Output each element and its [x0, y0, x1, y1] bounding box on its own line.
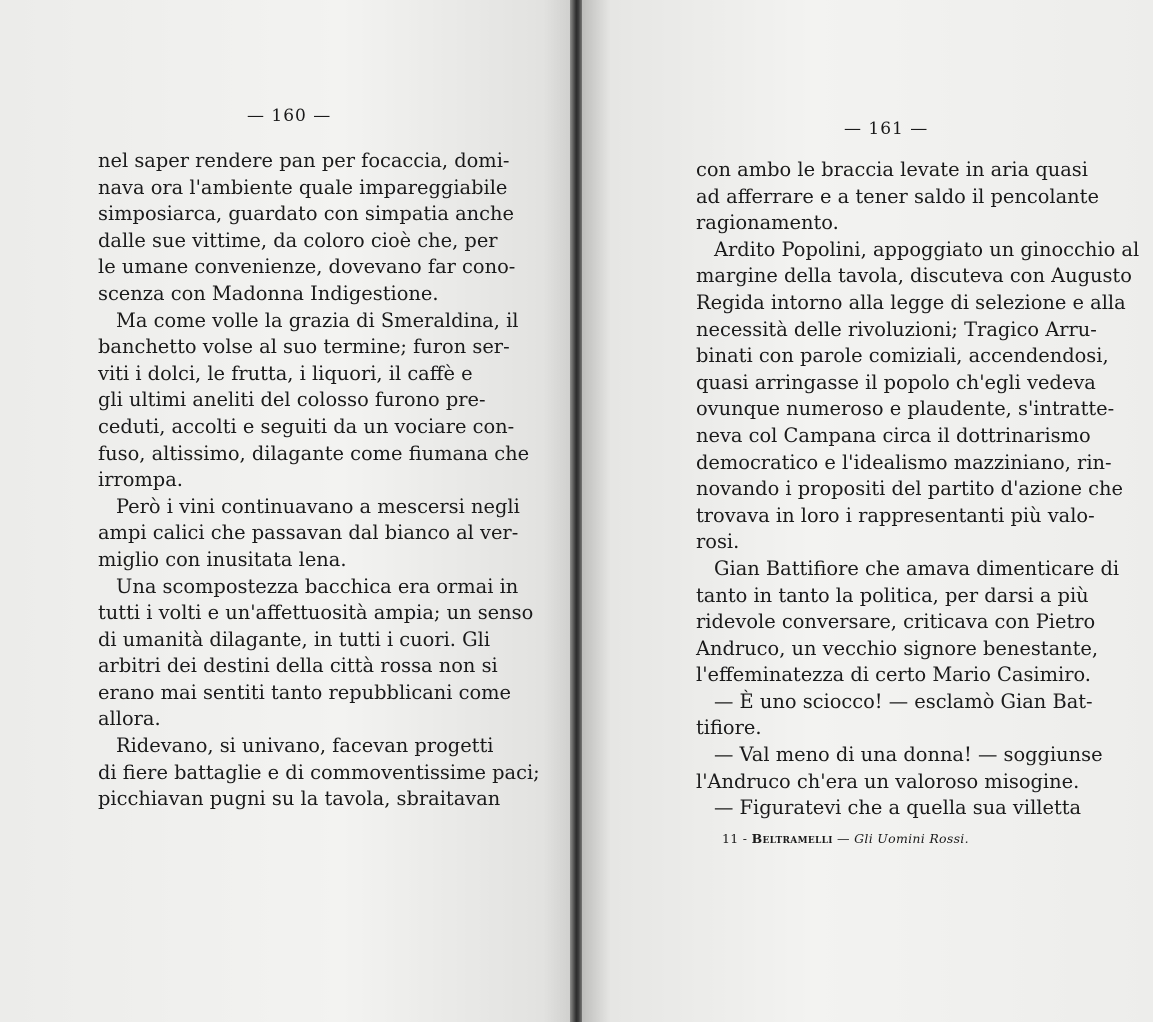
left-page-text	[98, 148, 540, 813]
text-line: viti i dolci, le frutta, i liquori, il caffè e	[98, 361, 473, 385]
text-line: necessità delle rivoluzioni; Tragico Arru-	[696, 317, 1097, 341]
text-line: l'effeminatezza di certo Mario Casimiro.	[696, 663, 1091, 687]
text-line: quasi arringasse il popolo ch'egli vedeva	[696, 370, 1096, 394]
text-line: ampi calici che passavan dal bianco al ver-	[98, 521, 519, 545]
text-line: Gian Battifiore che amava dimenticare di	[714, 556, 1120, 580]
text-line: allora.	[98, 707, 161, 731]
footer-title: Gli Uomini Rossi.	[854, 831, 969, 846]
text-line: gli ultimi aneliti del colosso furono pre-	[98, 388, 486, 412]
text-line: erano mai sentiti tanto repubblicani come	[98, 680, 512, 704]
text-line: arbitri dei destini della città rossa non si	[98, 654, 498, 678]
text-line: l'Andruco ch'era un valoroso misogine.	[696, 769, 1080, 793]
text-line: Regida intorno alla legge di selezione e alla	[696, 290, 1126, 314]
text-line: ovunque numeroso e plaudente, s'intratte-	[696, 397, 1115, 421]
text-line: le umane convenienze, dovevano far cono-	[98, 255, 516, 279]
text-line: di fiere battaglie e di commoventissime paci;	[98, 760, 540, 784]
text-line: picchiavan pugni su la tavola, sbraitavan	[98, 787, 501, 811]
page-number-right: — 161 —	[844, 119, 929, 139]
text-line: rosi.	[696, 530, 740, 554]
text-line: — È uno sciocco! — esclamò Gian Bat-	[714, 689, 1093, 713]
text-line: nel saper rendere pan per focaccia, domi-	[98, 149, 510, 172]
text-line: di umanità dilagante, in tutti i cuori. Gli	[98, 627, 491, 651]
text-line: banchetto volse al suo termine; furon ser-	[98, 335, 510, 359]
text-line: trovava in loro i rappresentanti più valo-	[696, 503, 1095, 527]
text-line: novando i propositi del partito d'azione che	[696, 477, 1124, 501]
text-line: democratico e l'idealismo mazziniano, rin-	[696, 450, 1112, 474]
text-line: dalle sue vittime, da coloro cioè che, per	[98, 228, 498, 252]
text-line: Ardito Popolini, appoggiato un ginocchio al	[714, 237, 1140, 261]
text-line: neva col Campana circa il dottrinarismo	[696, 423, 1091, 447]
text-line: Andruco, un vecchio signore benestante,	[696, 636, 1099, 660]
text-line: tanto in tanto la politica, per darsi a più	[696, 583, 1089, 607]
text-line: miglio con inusitata lena.	[98, 547, 347, 571]
text-line: Però i vini continuavano a mescersi negli	[116, 494, 520, 518]
text-line: Ridevano, si univano, facevan progetti	[116, 734, 494, 758]
text-line: Ma come volle la grazia di Smeraldina, il	[116, 308, 519, 332]
text-line: scenza con Madonna Indigestione.	[98, 281, 439, 305]
page-footer	[722, 831, 969, 846]
text-line: tifiore.	[696, 716, 762, 740]
footer-signature: 11 -	[722, 831, 748, 846]
text-line: irrompa.	[98, 468, 183, 492]
footer-dash: —	[837, 831, 850, 846]
right-page-text	[696, 157, 1140, 822]
text-line: ridevole conversare, criticava con Pietro	[696, 610, 1096, 634]
page-number-left: — 160 —	[247, 106, 332, 126]
text-line: ceduti, accolti e seguiti da un vociare con-	[98, 414, 515, 438]
text-line: simposiarca, guardato con simpatia anche	[98, 202, 514, 226]
text-line: — Figuratevi che a quella sua villetta	[714, 796, 1082, 820]
text-line: binati con parole comiziali, accendendosi,	[696, 344, 1109, 368]
right-page	[582, 0, 1153, 1022]
text-line: tutti i volti e un'affettuosità ampia; un senso	[98, 601, 534, 625]
text-line: margine della tavola, discuteva con Augusto	[696, 264, 1132, 288]
text-line: nava ora l'ambiente quale impareggiabile	[98, 175, 508, 199]
text-line: con ambo le braccia levate in aria quasi	[696, 158, 1088, 181]
text-line: ad afferrare e a tener saldo il pencolante	[696, 184, 1099, 208]
text-line: — Val meno di una donna! — soggiunse	[714, 743, 1103, 767]
text-line: fuso, altissimo, dilagante come fiumana che	[98, 441, 530, 465]
left-page	[0, 0, 572, 1022]
text-line: ragionamento.	[696, 211, 839, 235]
footer-author: Beltramelli	[751, 831, 833, 846]
text-line: Una scompostezza bacchica era ormai in	[116, 574, 519, 598]
